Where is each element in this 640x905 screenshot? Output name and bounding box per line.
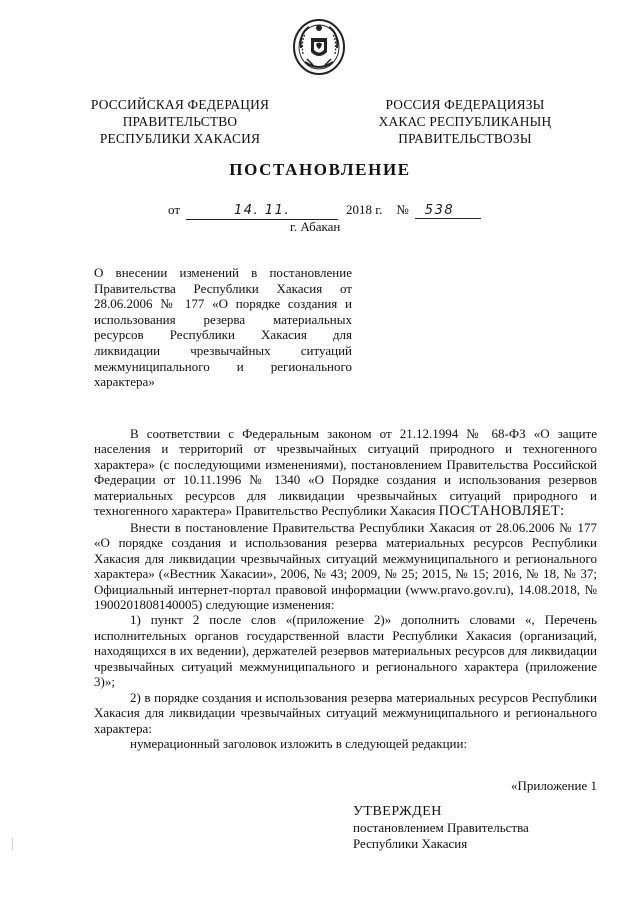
item-1-paragraph: 1) пункт 2 после слов «(приложение 2)» дополнить словами «, Перечень исполнительных органов государственной власти Республики Хакасия (организаций, находящихся в их ведении), держателей резервов материальных ресурсов для ликвидации чрезвычайных ситуаций межмуниципального и регионального характера (приложение 3)»; bbox=[94, 612, 597, 690]
document-subject: О внесении изменений в постановление Правительства Республики Хакасия от 28.06.2006 № 177 «О порядке создания и использования резерва материальных ресурсов Республики Хакасия для ликвидации чрезвычайных ситуаций межмуниципального и регионального характера» bbox=[94, 265, 352, 390]
header-right-line-2: ХАКАС РЕСПУБЛИКАНЫҢ bbox=[378, 114, 552, 129]
date-handwritten: 14. 11. bbox=[186, 205, 338, 220]
appendix-label: «Приложение 1 bbox=[510, 778, 597, 793]
header-left-line-1: РОССИЙСКАЯ ФЕДЕРАЦИЯ bbox=[90, 97, 270, 112]
header-left bbox=[80, 96, 280, 147]
number-sign: № bbox=[396, 202, 409, 217]
coat-of-arms-icon bbox=[291, 18, 347, 76]
preamble-paragraph bbox=[94, 426, 597, 520]
header-right-line-1: РОССИЯ ФЕДЕРАЦИЯЗЫ bbox=[385, 97, 545, 112]
header-left-line-3: РЕСПУБЛИКИ ХАКАСИЯ bbox=[99, 131, 261, 146]
approved-by-line-1: постановлением Правительства bbox=[353, 820, 529, 835]
date-year: 2018 г. bbox=[346, 202, 383, 217]
item-2-paragraph: 2) в порядке создания и использования резерва материальных ресурсов Республики Хакасия для ликвидации чрезвычайных ситуаций межмуниципального и регионального характера: bbox=[94, 689, 597, 736]
city: г. Абакан bbox=[290, 219, 341, 234]
intro-paragraph: Внести в постановление Правительства Республики Хакасия от 28.06.2006 № 177 «О порядке создания и использования резерва материальных ресурсов Республики Хакасия для ликвидации чрезвычайных ситуаций межмуниципального и регионального характера» («Вестник Хакасии», 2006, № 43; 2009, № 25; 2015, № 15; 2016, № 18, № 37; Официальный интернет-портал правовой информации (www.pravo.gov.ru), 14.08.2018, № 1900201808140005) следующие изменения: bbox=[94, 519, 597, 612]
header-right bbox=[360, 96, 570, 147]
approved-by-line-2: Республики Хакасия bbox=[353, 836, 468, 851]
preamble-text: В соответствии с Федеральным законом от 21.12.1994 № 68-ФЗ «О защите населения и территорий от чрезвычайных ситуаций природного и техногенного характера» (с последующими изменениями), постановлением Правительства Российской Федерации от 10.11.1996 № 1340 «О Порядке создания и использования резервов материальных ресурсов для ликвидации чрезвычайных ситуаций природного и техногенного характера» Правительство Республики Хакасия bbox=[94, 426, 597, 519]
header-left-line-2: ПРАВИТЕЛЬСТВО bbox=[122, 114, 238, 129]
item-2a-paragraph: нумерационный заголовок изложить в следующей редакции: bbox=[130, 736, 468, 752]
date-prefix: от bbox=[168, 202, 181, 217]
decree-word: ПОСТАНОВЛЯЕТ: bbox=[438, 503, 565, 520]
document-title: ПОСТАНОВЛЕНИЕ bbox=[229, 160, 411, 179]
margin-mark bbox=[12, 838, 13, 850]
date-line bbox=[168, 202, 481, 220]
approval-block bbox=[353, 804, 529, 852]
number-handwritten: 538 bbox=[415, 205, 481, 219]
document-body bbox=[94, 426, 597, 752]
header-right-line-3: ПРАВИТЕЛЬСТВОЗЫ bbox=[398, 131, 532, 146]
approved-heading: УТВЕРЖДЕН bbox=[353, 804, 442, 819]
